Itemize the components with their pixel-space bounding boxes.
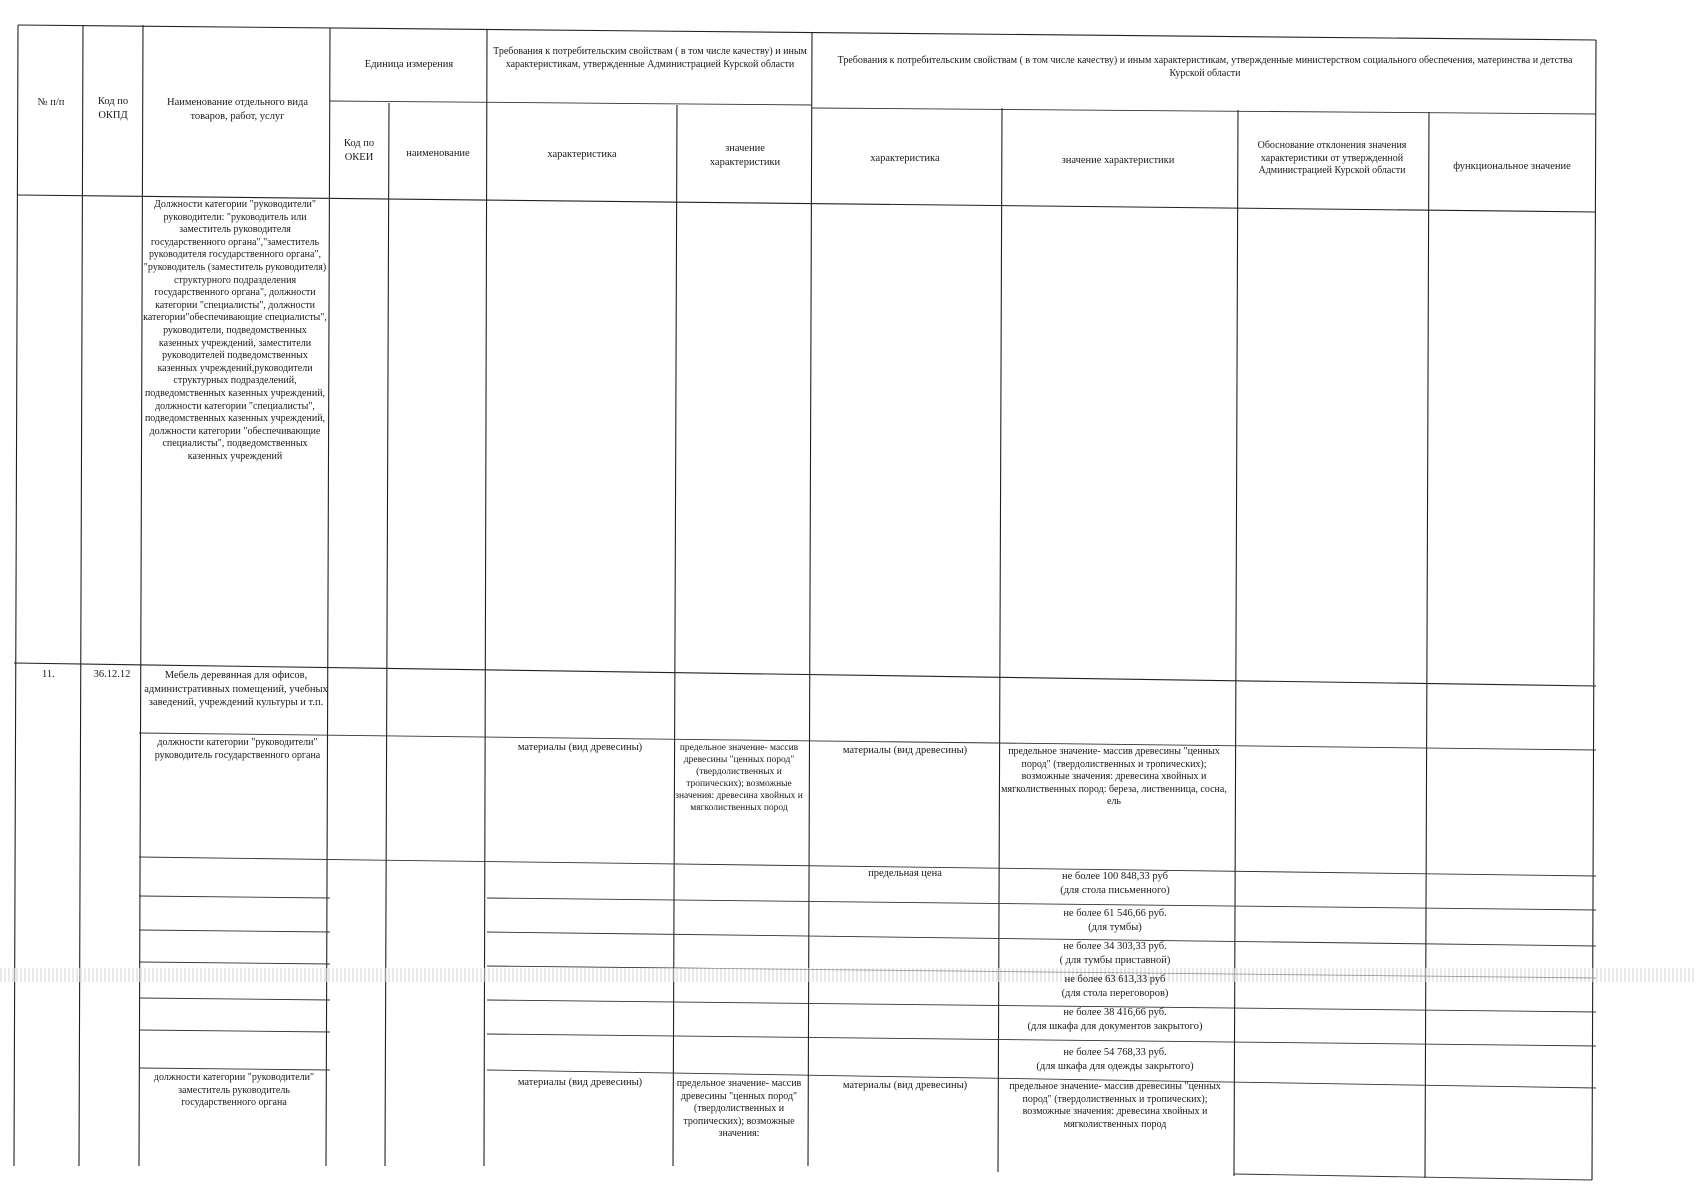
header-unit-code: Код по ОКЕИ	[343, 138, 375, 163]
header-req-admin-value: значение характеристики	[709, 143, 781, 168]
admin-value-material-2: предельное значение- массив древесины "ценных пород" (твердолиственных и тропических); возможные значения:	[676, 1078, 802, 1140]
header-item-name: Наименование отдельного вида товаров, работ, услуг	[166, 97, 308, 122]
ministry-char-price: предельная цена	[868, 868, 942, 879]
price-value: не более 38 416,66 руб.	[1063, 1007, 1167, 1018]
item-number: 11.	[42, 669, 55, 680]
price-value: не более 63 613,33 руб	[1064, 974, 1166, 985]
header-number: № п/п	[37, 97, 65, 108]
header-unit: Единица измерения	[364, 59, 454, 70]
price-row	[1000, 870, 1230, 897]
price-note: (для стола переговоров)	[1061, 987, 1169, 999]
header-req-admin-char: характеристика	[547, 149, 617, 160]
price-note: (для шкафа для документов закрытого)	[1027, 1020, 1203, 1032]
item-name: Мебель деревянная для офисов, административных помещений, учебных заведений, учреждений культуры и т.п.	[144, 670, 328, 708]
header-justification: Обоснование отклонения значения характеристики от утвержденной Администрацией Курской области	[1257, 140, 1407, 177]
item-okpd-code: 36.12.12	[93, 669, 131, 680]
price-value: не более 100 848,33 руб	[1062, 871, 1168, 882]
header-req-ministry: Требования к потребительским свойствам ( в том числе качеству) и иным характеристикам, утвержденные министерством социального обеспечения, материнства и детства Курской области	[837, 55, 1573, 79]
price-note: (для шкафа для одежды закрытого)	[1036, 1060, 1194, 1072]
price-value: не более 34 303,33 руб.	[1063, 941, 1167, 952]
deputy-position: должности категории "руководители" заместитель руководитель государственного органа	[153, 1072, 315, 1109]
admin-char-material-2: материалы (вид древесины)	[517, 1077, 643, 1088]
header-okpd: Код по ОКПД	[97, 96, 129, 121]
price-note: (для тумбы)	[1088, 921, 1142, 933]
header-req-ministry-char: характеристика	[870, 153, 940, 164]
admin-value-material: предельное значение- массив древесины "ценных пород" (твердолиственных и тропических); возможные значения: древесина хвойных и мягколиственных пород	[675, 743, 803, 813]
admin-char-material: материалы (вид древесины)	[517, 742, 643, 753]
price-value: не более 61 546,66 руб.	[1063, 908, 1167, 919]
header-req-ministry-value: значение характеристики	[1061, 155, 1175, 166]
price-note: ( для тумбы приставной)	[1059, 954, 1171, 966]
header-req-admin: Требования к потребительским свойствам ( в том числе качеству) и иным характеристикам, утвержденные Администрацией Курской области	[493, 46, 807, 70]
positions-cell: Должности категории "руководители" руководители: "руководитель или заместитель руководителя государственного органа","заместитель руководителя государственного органа", "руководитель (заместитель руководителя) структурного подразделения государственного органа", должности категории "специалисты", должности категории"обеспечивающие специалисты", руководители, подведомственных казенных учреждений, заместители руководителей подведомственных казенных учреждений,руководители структурных подразделений, подведомственных казенных учреждений, должности категории "специалисты", подведомственных казенных учреждений, должности категории "обеспечивающие специалисты", подведомственных казенных учреждений	[143, 199, 327, 462]
price-row	[1000, 1046, 1230, 1073]
price-row	[1000, 973, 1230, 1000]
head-position: должности категории "руководители" руководитель государственного органа	[154, 737, 321, 761]
price-row	[1000, 1006, 1230, 1033]
ministry-value-material-2: предельное значение- массив древесины "ценных пород" (твердолиственных и тропических); возможные значения: древесина хвойных и мягколиственных пород	[1009, 1081, 1221, 1130]
header-functional: функциональное значение	[1453, 161, 1571, 172]
price-value: не более 54 768,33 руб.	[1063, 1047, 1167, 1058]
ministry-char-material: материалы (вид древесины)	[842, 745, 968, 756]
ministry-value-material: предельное значение- массив древесины "ценных пород" (твердолиственных и тропических); возможные значения: древесина хвойных и мягколиственных пород: береза, лиственница, сосна, ель	[1001, 746, 1227, 808]
price-row	[1000, 907, 1230, 934]
price-row	[1000, 940, 1230, 967]
price-note: (для стола письменного)	[1060, 884, 1170, 896]
scan-artifact-band	[0, 968, 1696, 982]
header-unit-name: наименование	[406, 148, 470, 159]
ministry-char-material-2: материалы (вид древесины)	[842, 1080, 968, 1091]
